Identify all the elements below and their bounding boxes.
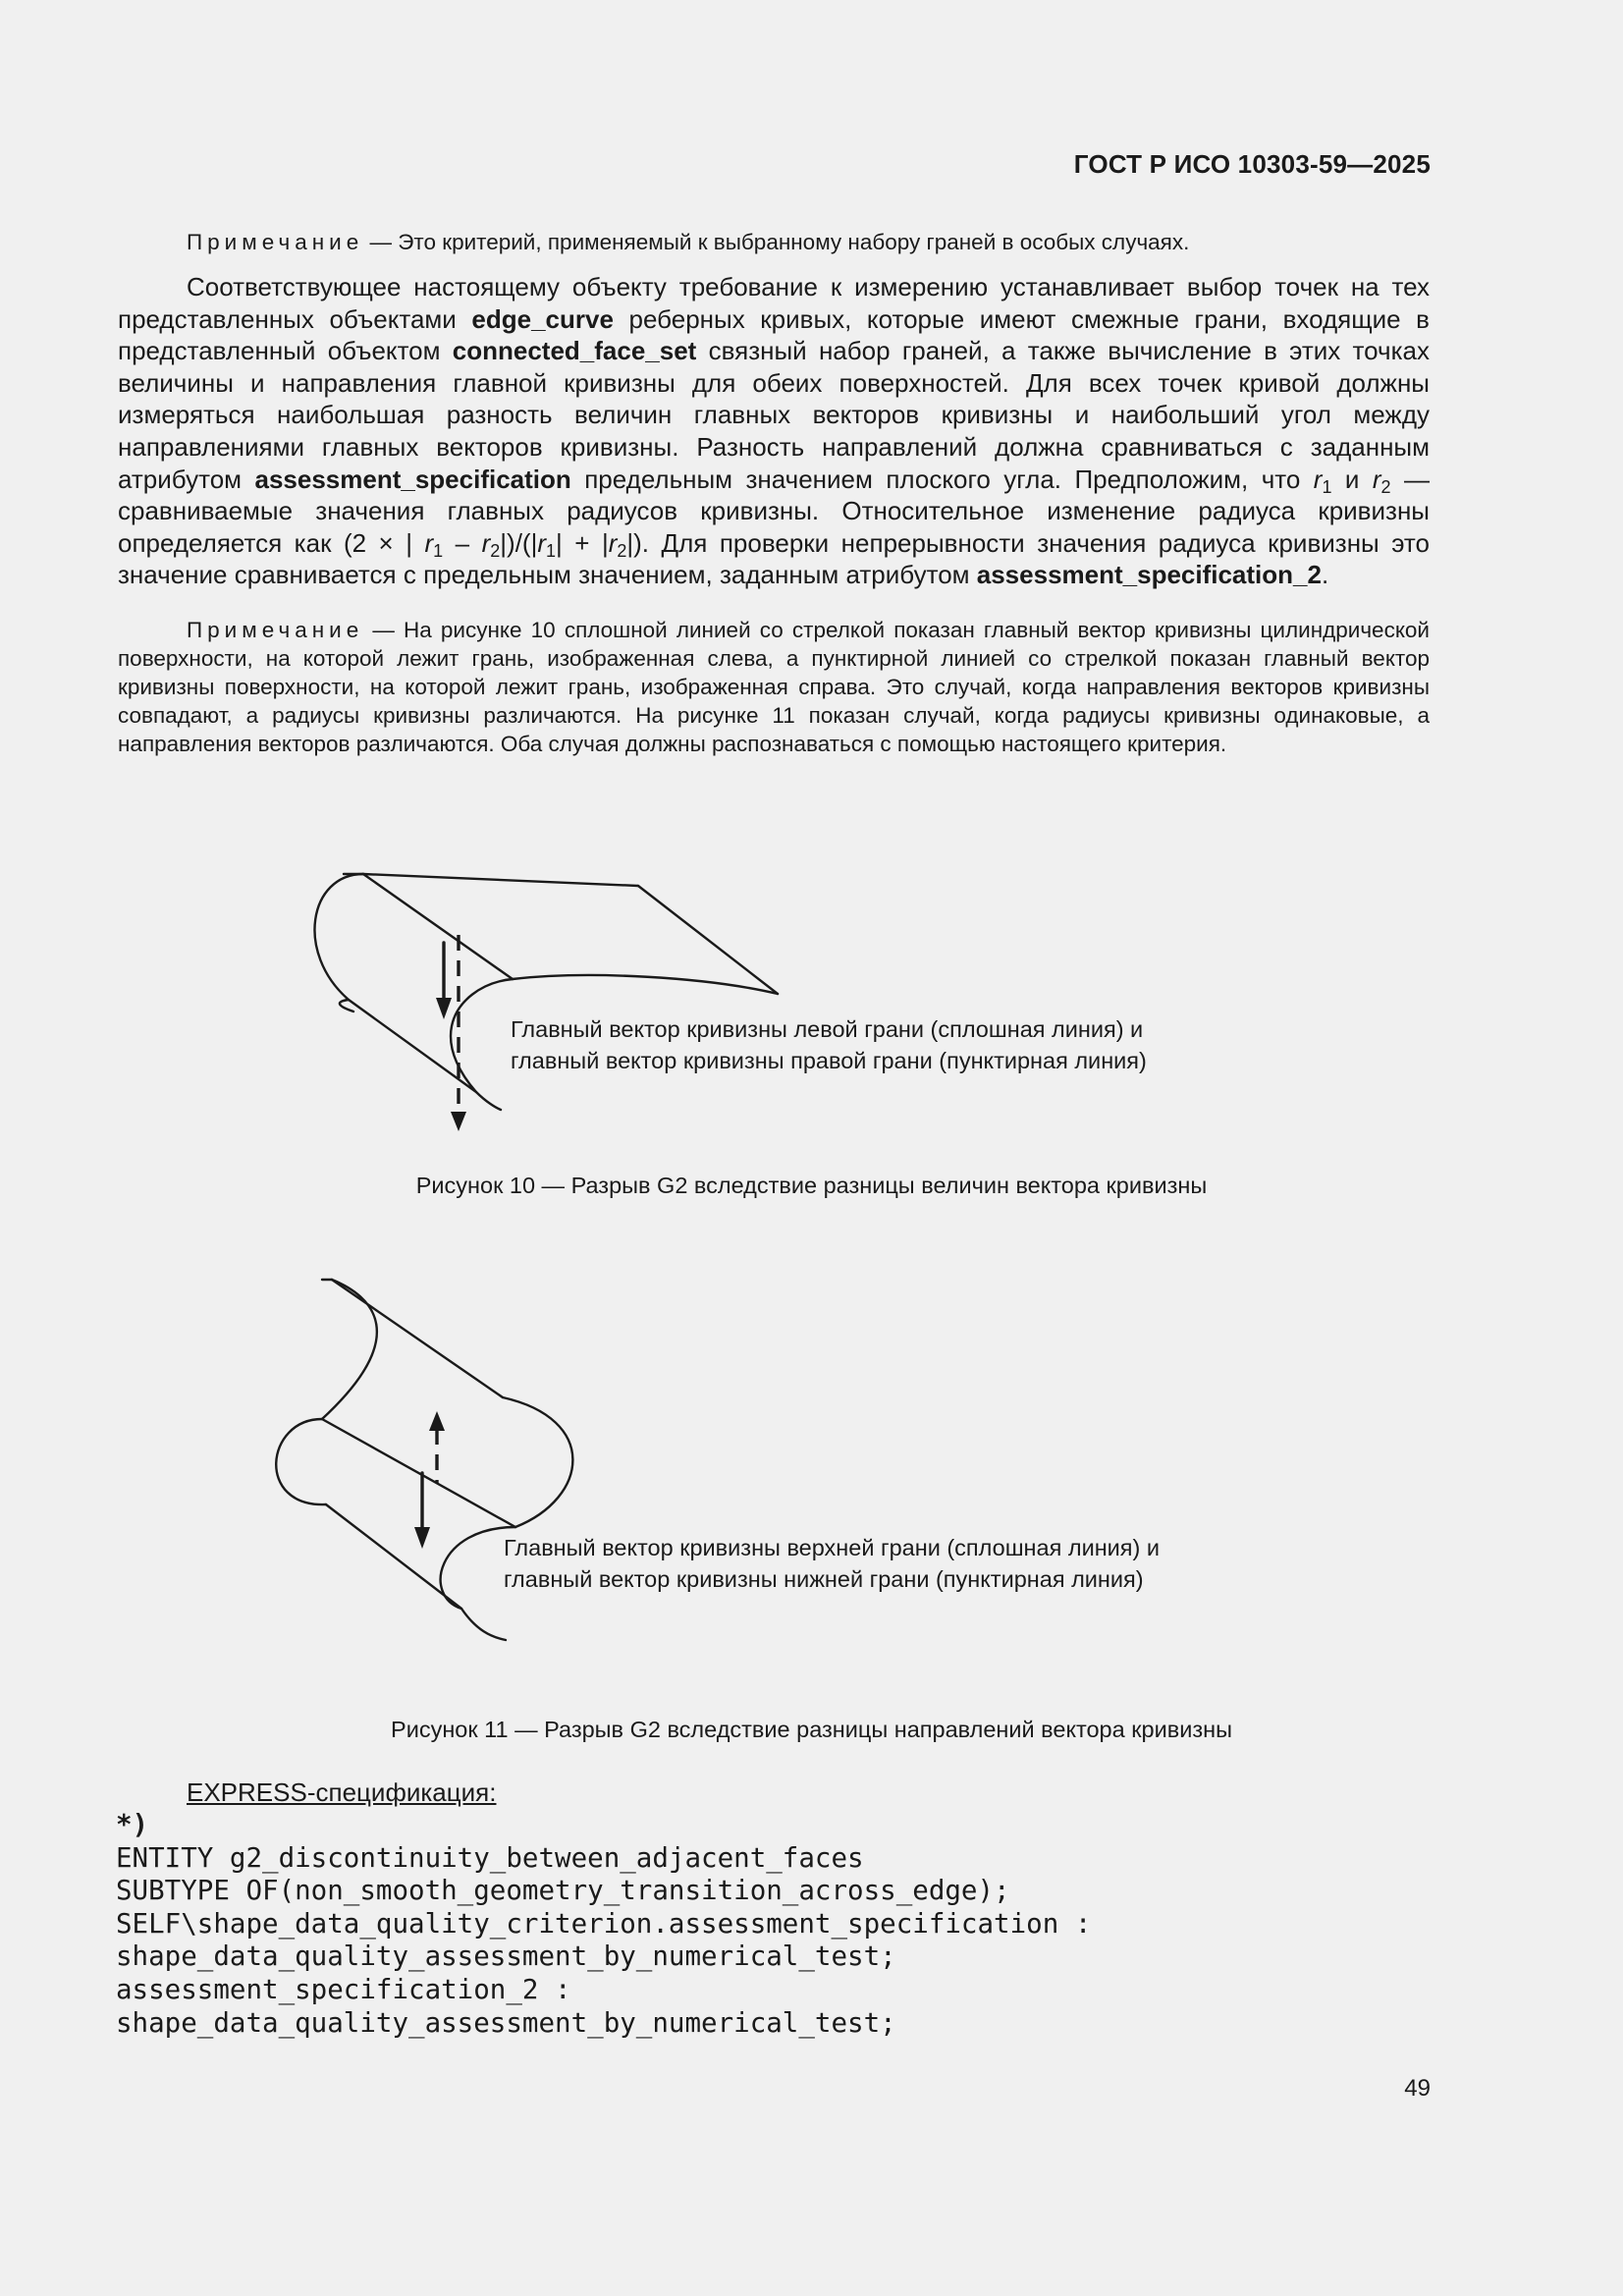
math-var: r (424, 527, 434, 558)
label-line: Главный вектор кривизны левой грани (сплошная линия) и (511, 1016, 1144, 1042)
figure-10-caption: Рисунок 10 — Разрыв G2 вследствие разницы величин вектора кривизны (415, 1173, 1208, 1198)
left-face-arc (314, 874, 363, 1011)
figure-10-drawing (295, 854, 805, 1139)
math-sub: 2 (617, 540, 627, 561)
code-line: *) (116, 1809, 149, 1840)
code-line: ENTITY g2_discontinuity_between_adjacent_faces (116, 1841, 864, 1874)
upper-cylinder-left-arc (322, 1280, 377, 1419)
entity-name: connected_face_set (452, 336, 697, 366)
math-sub: 2 (1380, 476, 1391, 497)
code-line: shape_data_quality_assessment_by_numerical_test; (116, 2006, 896, 2039)
text-run: предельным значением плоского угла. Предположим, что (570, 464, 1314, 494)
text-run: Соответствующее настоящему объекту требование к измерению устанавливает выбор точек на тех представленных объектами (118, 272, 1430, 334)
note-label: Примечание (187, 230, 364, 254)
text-run: . (1321, 560, 1329, 590)
note-text: — На рисунке 10 сплошной линией со стрелкой показан главный вектор кривизны цилиндрической поверхности, на которой лежит грань, изображенная слева, а пунктирной линией со стрелкой показан главный вектор кривизны поверхности, на которой лежит грань, изображенная справа. Это случай, когда направления векторов кривизны совпадают, а радиусы кривизны различаются. На рисунке 11 показан случай, когда радиусы кривизны одинаковые, а направления векторов различаются. Оба случая должны распознаваться с помощью настоящего критерия. (118, 618, 1430, 756)
text-run: реберных кривых, которые имеют смежные грани, входящие в представленный объектом (118, 303, 1430, 366)
label-line: главный вектор кривизны нижней грани (пунктирная линия) (504, 1566, 1144, 1592)
text-run: – (443, 527, 482, 558)
solid-vector-arrowhead (436, 998, 452, 1019)
code-line: SELF\shape_data_quality_criterion.assessment_specification : (116, 1907, 1092, 1940)
figure-10-label (511, 1013, 1147, 1076)
text-run: — сравниваемые значения главных радиусов кривизны. Относительное изменение радиуса кривизны определяется как (2 × | (118, 464, 1430, 558)
math-sub: 2 (490, 540, 501, 561)
upper-cylinder-right-arc (503, 1397, 572, 1527)
note-2 (118, 616, 1430, 758)
lower-cylinder-left-arc (276, 1419, 326, 1504)
text-run: связный набор граней, а также вычисление в этих точках величины и направления главной кривизны для обеих поверхностей. Для всех точек кривой должны измеряться наибольшая разность величин главных векторов кривизны и наибольший угол между направлениями главных векторов кривизны. Разность направлений должна сравниваться с заданным атрибутом (118, 336, 1431, 494)
entity-name: edge_curve (471, 303, 614, 334)
text-run: |). Для проверки непрерывности значения радиуса кривизны это значение сравнивается с предельным значением, заданным атрибутом (118, 527, 1430, 590)
math-sub: 1 (433, 540, 444, 561)
figure-11-caption: Рисунок 11 — Разрыв G2 вследствие разницы направлений вектора кривизны (391, 1717, 1232, 1742)
document-header: ГОСТ Р ИСО 10303-59—2025 (1073, 149, 1431, 179)
right-face-near-edge (513, 975, 778, 994)
text-run: |)/(| (500, 527, 538, 558)
lower-cylinder-bottom-ruling (326, 1504, 461, 1609)
math-var: r (537, 527, 547, 558)
main-paragraph (118, 271, 1430, 591)
label-line: главный вектор кривизны правой грани (пунктирная линия) (511, 1048, 1147, 1073)
express-code-block (116, 1809, 1091, 2040)
text-run: и (1331, 464, 1373, 494)
math-var: r (608, 527, 618, 558)
math-var: r (481, 527, 491, 558)
left-face-top-ruling (363, 874, 513, 979)
right-face-top-edge (363, 874, 638, 886)
math-var: r (1313, 464, 1323, 494)
figure-11-label (504, 1532, 1160, 1595)
note-text: — Это критерий, применяемый к выбранному набору граней в особых случаях. (363, 230, 1190, 254)
code-line: assessment_specification_2 : (116, 1973, 571, 2005)
text-run: | + | (556, 527, 609, 558)
dashed-vector-arrowhead (429, 1411, 445, 1431)
note-1 (118, 228, 1430, 256)
math-sub: 1 (546, 540, 557, 561)
code-line: SUBTYPE OF(non_smooth_geometry_transition_across_edge); (116, 1875, 1010, 1907)
figure-11-drawing (265, 1272, 589, 1665)
solid-vector-arrowhead (414, 1527, 430, 1549)
attribute-name: assessment_specification (254, 464, 571, 494)
page-number: 49 (1404, 2075, 1431, 2102)
attribute-name: assessment_specification_2 (976, 560, 1322, 590)
math-var: r (1372, 464, 1381, 494)
math-sub: 1 (1322, 476, 1332, 497)
label-line: Главный вектор кривизны верхней грани (сплошная линия) и (504, 1535, 1161, 1560)
express-title: EXPRESS-спецификация: (187, 1777, 497, 1807)
code-line: shape_data_quality_assessment_by_numerical_test; (116, 1941, 896, 1973)
dashed-vector-arrowhead (451, 1112, 466, 1131)
shared-ruling (322, 1419, 515, 1527)
note-label: Примечание (187, 618, 364, 642)
